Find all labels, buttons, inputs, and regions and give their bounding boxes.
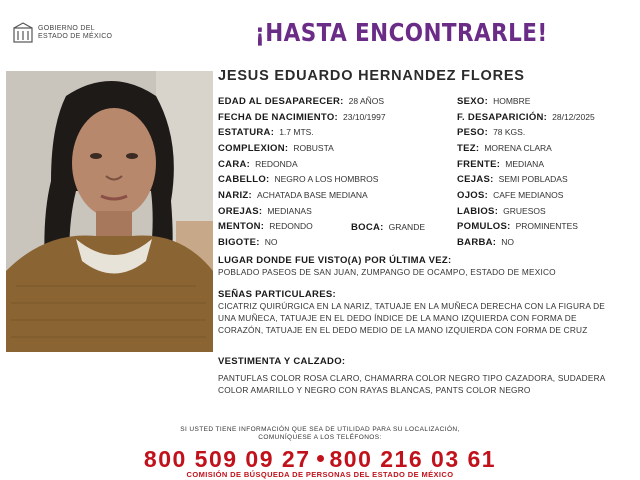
value-fecha-nacimiento: 23/10/1997: [343, 112, 386, 122]
field-peso: [457, 127, 525, 138]
label-fecha-desaparicion: F. DESAPARICIÓN:: [457, 112, 548, 123]
label-boca: BOCA:: [351, 222, 384, 233]
value-labios: GRUESOS: [503, 206, 546, 216]
label-edad: EDAD AL DESAPARECER:: [218, 96, 344, 107]
last-seen-title: LUGAR DONDE FUE VISTO(A) POR ÚLTIMA VEZ:: [218, 255, 452, 266]
gov-line-1: GOBIERNO DEL: [38, 25, 95, 32]
value-peso: 78 KGS.: [493, 127, 526, 137]
label-orejas: OREJAS:: [218, 206, 263, 217]
value-barba: NO: [501, 237, 515, 247]
value-sexo: HOMBRE: [493, 96, 531, 106]
label-nariz: NARIZ:: [218, 190, 252, 201]
value-cabello: NEGRO A LOS HOMBROS: [274, 174, 379, 184]
label-complexion: COMPLEXION:: [218, 143, 289, 154]
government-logo: [12, 22, 112, 44]
label-fecha-nacimiento: FECHA DE NACIMIENTO:: [218, 112, 338, 123]
value-complexion: ROBUSTA: [293, 143, 334, 153]
label-barba: BARBA:: [457, 237, 497, 248]
field-cejas: [457, 174, 568, 185]
label-labios: LABIOS:: [457, 206, 499, 217]
government-name: [38, 25, 112, 41]
field-sexo: [457, 96, 530, 107]
field-boca: [351, 222, 425, 233]
field-cara: [218, 159, 298, 170]
clothing-text: PANTUFLAS COLOR ROSA CLARO, CHAMARRA COLOR NEGRO TIPO CAZADORA, SUDADERA COLOR AMARILLO Y NEGRO CON RAYAS BLANCAS, PANTS COLOR NEGRO: [218, 373, 606, 395]
distinguishing-marks-title: SEÑAS PARTICULARES:: [218, 289, 336, 300]
field-pomulos: [457, 221, 578, 232]
clothing-title: VESTIMENTA Y CALZADO:: [218, 356, 346, 367]
label-tez: TEZ:: [457, 143, 480, 154]
value-bigote: NO: [264, 237, 278, 247]
field-orejas: [218, 206, 312, 217]
field-tez: [457, 143, 552, 154]
value-pomulos: PROMINENTES: [515, 221, 578, 231]
state-seal-icon: [12, 22, 34, 44]
label-cejas: CEJAS:: [457, 174, 494, 185]
field-bigote: [218, 237, 277, 248]
value-cara: REDONDA: [255, 159, 298, 169]
field-cabello: [218, 174, 378, 185]
label-estatura: ESTATURA:: [218, 127, 275, 138]
field-frente: [457, 159, 544, 170]
distinguishing-marks-text: CICATRIZ QUIRÚRGICA EN LA NARIZ, TATUAJE EN LA MUÑECA DERECHA CON LA FIGURA DE UNA MUÑECA, TATUAJE EN EL DEDO ÍNDICE DE LA MANO IZQUIERDA CON FORMA DE CORAZÓN, TATUAJE EN EL DEDO MEDIO DE LA MANO IZQUIERDA CON FORMA DE CRUZ: [218, 301, 606, 335]
separator-dot: [317, 455, 324, 462]
phone-numbers: [0, 446, 640, 473]
value-boca: GRANDE: [388, 222, 426, 232]
value-edad: 28 AÑOS: [348, 96, 385, 106]
phone-number-1[interactable]: 800 509 09 27: [143, 446, 311, 472]
value-menton: REDONDO: [269, 221, 313, 231]
value-estatura: 1.7 MTS.: [279, 127, 314, 137]
label-menton: MENTON:: [218, 221, 265, 232]
field-menton: [218, 221, 313, 232]
poster-header: [0, 0, 640, 66]
person-name: JESUS EDUARDO HERNANDEZ FLORES: [218, 68, 525, 84]
value-orejas: MEDIANAS: [267, 206, 312, 216]
value-frente: MEDIANA: [505, 159, 544, 169]
field-labios: [457, 206, 546, 217]
portrait-illustration: [6, 71, 213, 352]
headline: ¡HASTA ENCONTRARLE!: [255, 18, 548, 47]
label-ojos: OJOS:: [457, 190, 489, 201]
value-nariz: ACHATADA BASE MEDIANA: [257, 190, 368, 200]
contact-note-line-2: COMUNÍQUESE A LOS TELÉFONOS:: [258, 434, 382, 441]
field-ojos: [457, 190, 563, 201]
field-fecha-nacimiento: [218, 112, 386, 123]
phone-number-2[interactable]: 800 216 03 61: [329, 446, 497, 472]
missing-person-photo: [6, 71, 213, 352]
value-ojos: CAFE MEDIANOS: [493, 190, 564, 200]
field-barba: [457, 237, 514, 248]
label-cara: CARA:: [218, 159, 251, 170]
last-seen-text: POBLADO PASEOS DE SAN JUAN, ZUMPANGO DE OCAMPO, ESTADO DE MEXICO: [218, 267, 556, 277]
field-nariz: [218, 190, 368, 201]
label-cabello: CABELLO:: [218, 174, 270, 185]
value-cejas: SEMI POBLADAS: [498, 174, 568, 184]
field-estatura: [218, 127, 314, 138]
value-fecha-desaparicion: 28/12/2025: [552, 112, 595, 122]
field-edad: [218, 96, 384, 107]
label-sexo: SEXO:: [457, 96, 489, 107]
gov-line-2: ESTADO DE MÉXICO: [38, 33, 113, 40]
field-fecha-desaparicion: [457, 112, 595, 123]
label-peso: PESO:: [457, 127, 489, 138]
commission-name: COMISIÓN DE BÚSQUEDA DE PERSONAS DEL ESTADO DE MÉXICO: [186, 470, 454, 479]
value-tez: MORENA CLARA: [484, 143, 552, 153]
label-bigote: BIGOTE:: [218, 237, 260, 248]
label-frente: FRENTE:: [457, 159, 501, 170]
contact-note-line-1: SI USTED TIENE INFORMACIÓN QUE SEA DE UTILIDAD PARA SU LOCALIZACIÓN,: [180, 426, 460, 433]
label-pomulos: POMULOS:: [457, 221, 511, 232]
field-complexion: [218, 143, 334, 154]
